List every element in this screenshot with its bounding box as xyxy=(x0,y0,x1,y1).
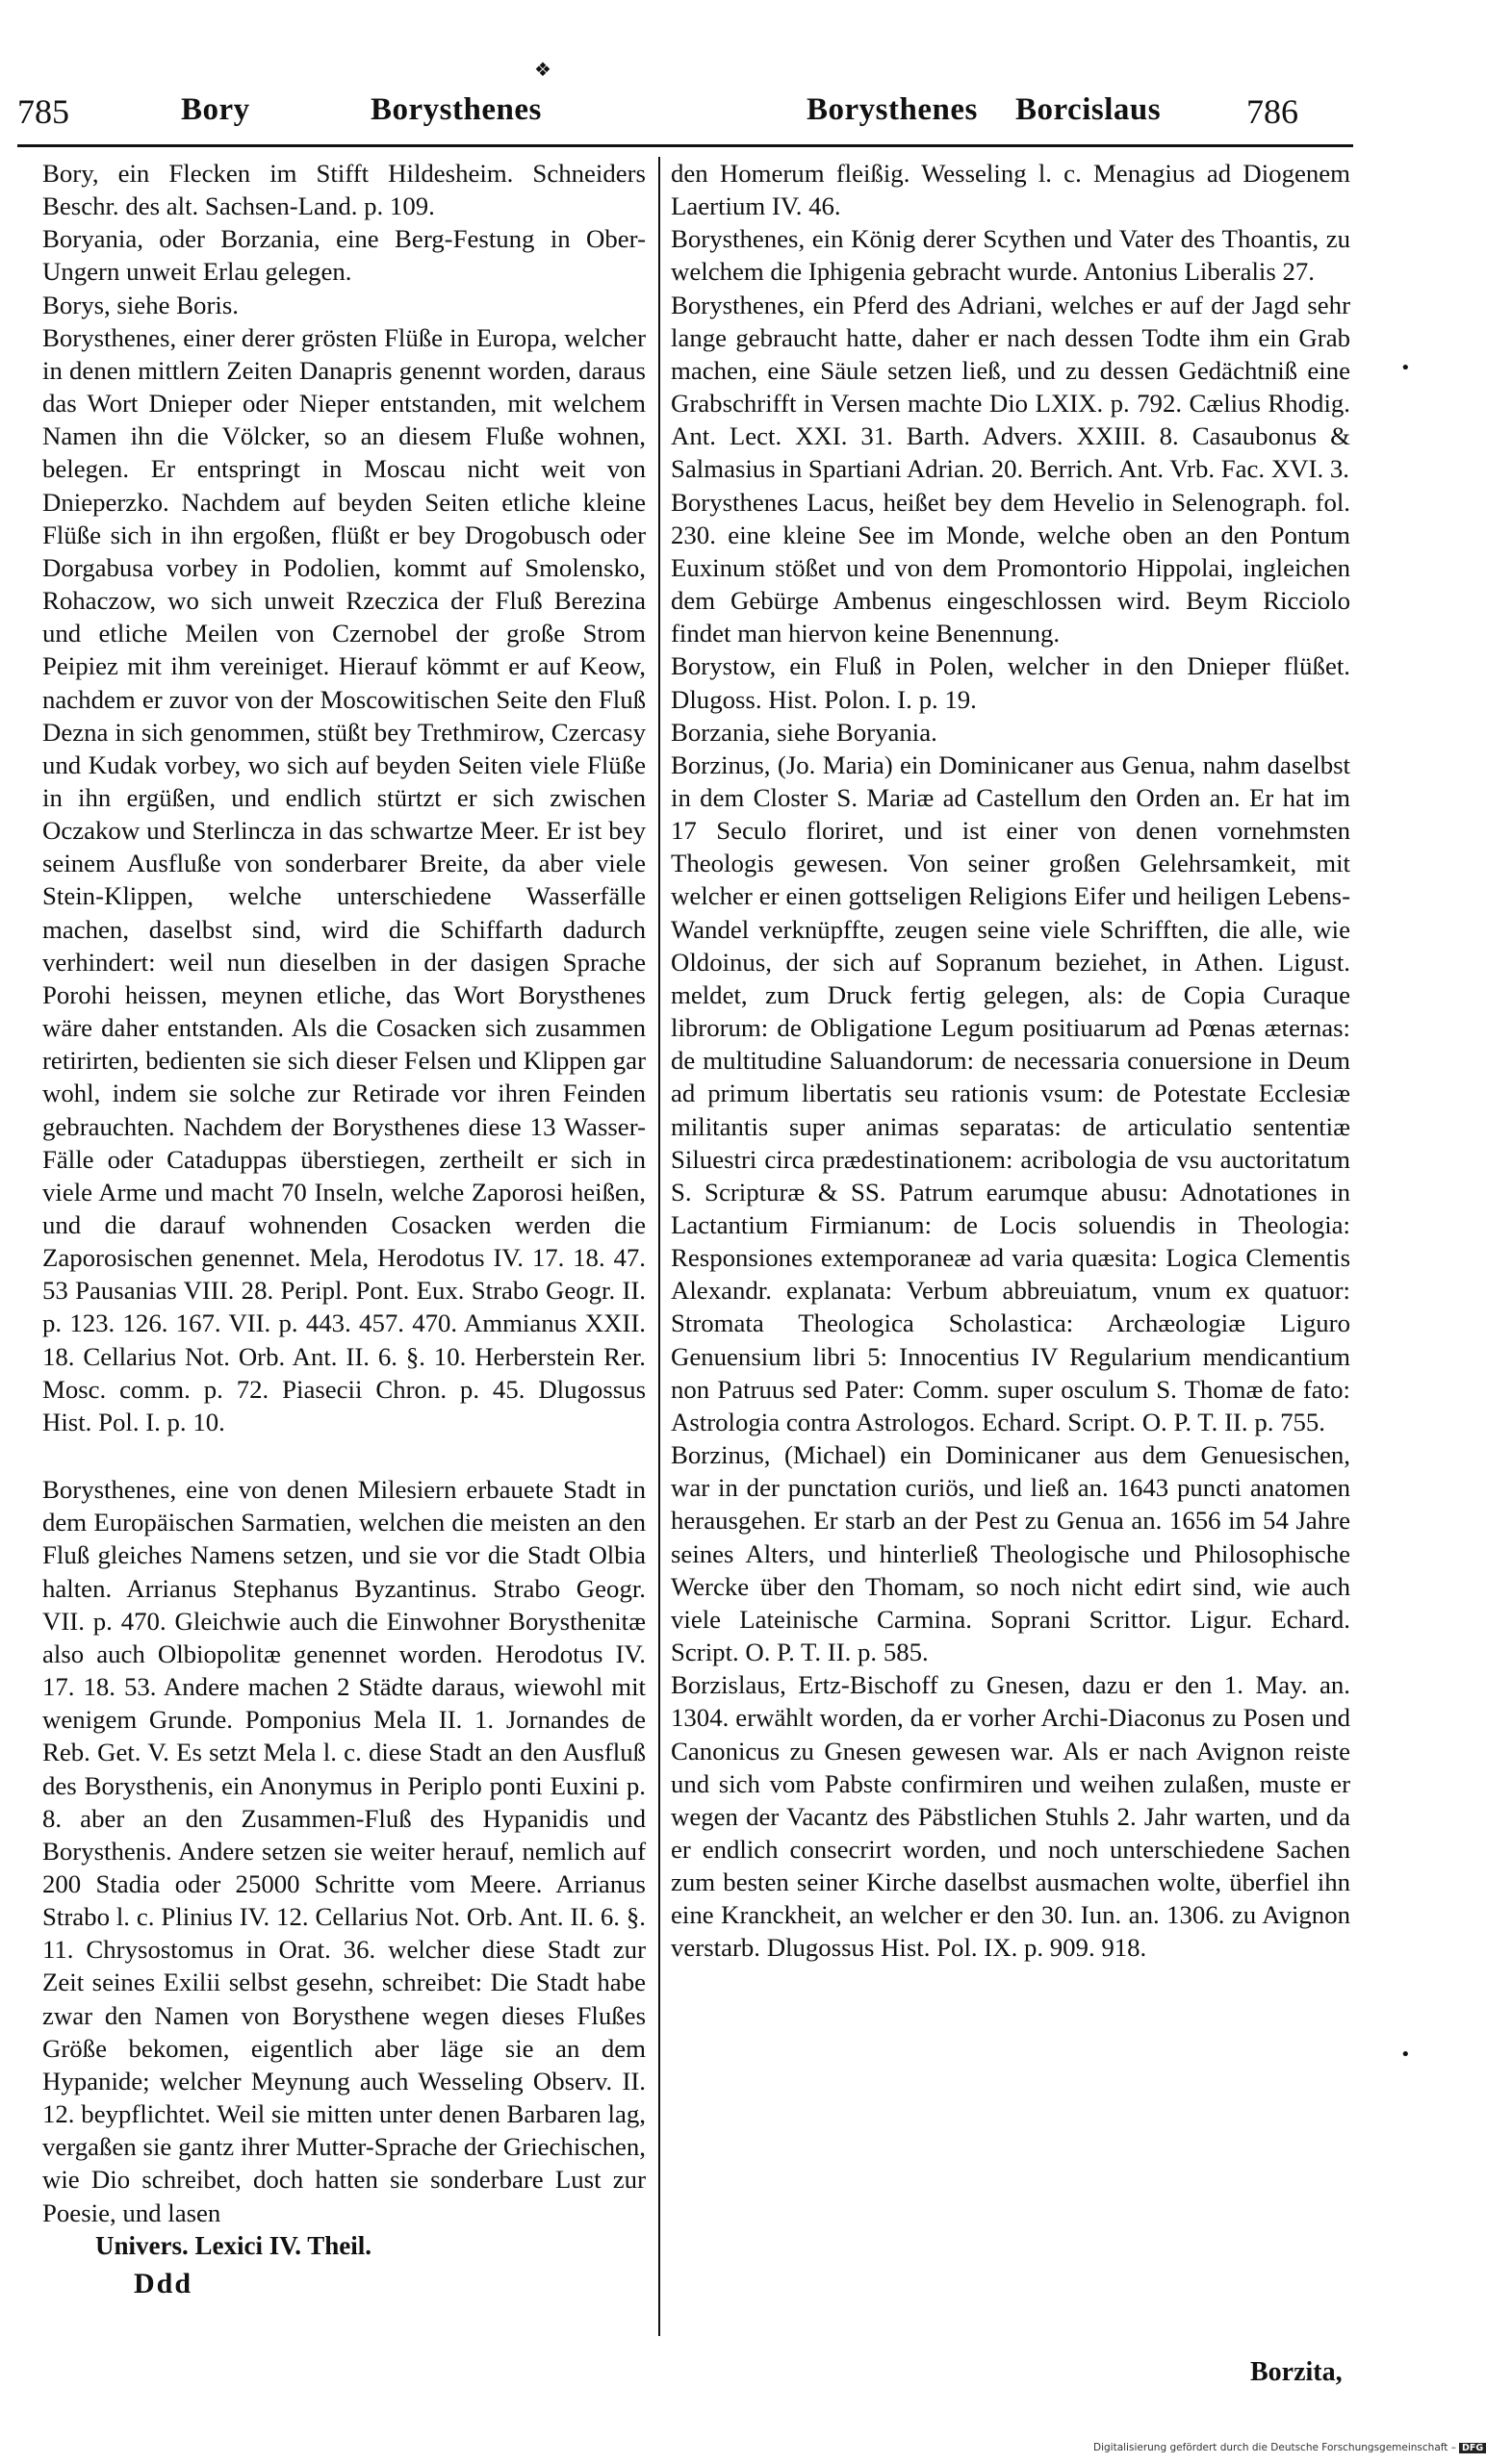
right-column xyxy=(671,157,1350,1965)
footer-text: Digitalisierung gefördert durch die Deutsche Forschungsgemeinschaft – xyxy=(1093,2442,1456,2453)
entry-borysthenes-city: Borysthenes, eine von denen Milesiern erbauete Stadt in dem Europäischen Sarmatien, welchen die meisten an den Fluß gleiches Namens setzen, und sie vor die Stadt Olbia halten. Arrianus Stephanus Byzantinus. Strabo Geogr. VII. p. 470. Gleichwie auch die Einwohner Borysthenitæ also auch Olbiopolitæ genennet worden. Herodotus IV. 17. 18. 53. Andere machen 2 Städte daraus, wiewohl mit wenigem Grunde. Pomponius Mela II. 1. Jornandes de Reb. Get. V. Es setzt Mela l. c. diese Stadt an den Ausfluß des Borysthenis, ein Anonymus in Periplo ponti Euxini p. 8. aber an den Zusammen-Fluß des Hypanidis und Borysthenis. Andere setzen sie weiter herauf, nemlich auf 200 Stadia oder 25000 Schritte vom Meere. Arrianus Strabo l. c. Plinius IV. 12. Cellarius Not. Orb. Ant. II. 6. §. 11. Chrysostomus in Orat. 36. welcher diese Stadt zur Zeit seines Exilii selbst gesehn, schreibet: Die Stadt habe zwar den Namen von Borysthene wegen dieses Flußes Größe bekomen, eigentlich aber läge sie an dem Hypanide; welcher Meynung auch Wesseling Observ. II. 12. beypflichtet. Weil sie mitten unter denen Barbaren lag, vergaßen sie gantz ihrer Mutter-Sprache der Griechischen, wie Dio schreibet, doch hatten sie sonderbare Lust zur Poesie, und lasen xyxy=(42,1475,646,2227)
entry-borzinus-michael: Borzinus, (Michael) ein Dominicaner aus dem Genuesischen, war in der punctation curiös, und ließ an. 1643 puncti anatomen herausgehen. Er starb an der Pest zu Genua an. 1656 im 54 Jahre seines Alters, und hinterließ Theologische und Philosophische Wercke über den Thomam, so noch nicht edirt sind, wie auch viele Lateinische Carmina. Soprani Scrittor. Ligur. Echard. Script. O. P. T. II. p. 585. xyxy=(671,1440,1350,1667)
left-column xyxy=(42,157,646,2300)
running-head-left-2: Borysthenes xyxy=(371,92,542,127)
dfg-logo: DFG xyxy=(1459,2443,1486,2453)
entry-borysthenes-king: Borysthenes, ein König derer Scythen und Vater des Thoantis, zu welchem die Iphigenia gebracht wurde. Antonius Liberalis 27. xyxy=(671,224,1350,287)
entry-borysthenes-horse: Borysthenes, ein Pferd des Adriani, welches er auf der Jagd sehr lange gebraucht hatte, daher er nach dessen Todte ihm ein Grab machen, eine Säule setzen ließ, und zu dessen Gedächtniß eine Grabschrifft in Versen machte Dio LXIX. p. 792. Cælius Rhodig. Ant. Lect. XXI. 31. Barth. Advers. XXIII. 8. Casaubonus & Salmasius in Spartiani Adrian. 20. Berrich. Ant. Vrb. Fac. XVI. 3. xyxy=(671,290,1350,484)
page-number-right: 786 xyxy=(1246,92,1298,131)
digitization-footer xyxy=(1093,2442,1484,2453)
column-divider xyxy=(658,157,660,2336)
entry-bory: Bory, ein Flecken im Stifft Hildesheim. Schneiders Beschr. des alt. Sachsen-Land. p. 109. xyxy=(42,159,646,221)
entry-borzania: Borzania, siehe Boryania. xyxy=(671,717,937,747)
entry-boryania: Boryania, oder Borzania, eine Berg-Festung in Ober-Ungern unweit Erlau gelegen. xyxy=(42,224,646,287)
margin-mark: • xyxy=(1400,2045,1411,2065)
page-number-left: 785 xyxy=(17,92,69,131)
entry-continuation: den Homerum fleißig. Wesseling l. c. Menagius ad Diogenem Laertium IV. 46. xyxy=(671,159,1350,221)
entry-borysthenes-lacus: Borysthenes Lacus, heißet bey dem Hevelio in Selenograph. fol. 230. eine kleine See im Monde, welche oben an den Pontum Euxinum stößet und von dem Promontorio Hippolai, ingleichen dem Gebürge Ambenus eingeschlossen wird. Beym Ricciolo findet man hiervon keine Benennung. xyxy=(671,487,1350,648)
entry-borys: Borys, siehe Boris. xyxy=(42,290,239,319)
volume-signature: Univers. Lexici IV. Theil. xyxy=(95,2230,372,2260)
running-head-right-2: Borcislaus xyxy=(1015,92,1162,127)
margin-mark: • xyxy=(1400,358,1411,378)
header-rule xyxy=(17,144,1353,147)
catchword: Borzita, xyxy=(1250,2357,1343,2387)
entry-borysthenes-river: Borysthenes, einer derer grösten Flüße in Europa, welcher in denen mittlern Zeiten Danapris genennt worden, daraus das Wort Dnieper oder Nieper entstanden, mit welchem Namen ihn die Völcker, so an diesem Fluße wohnen, belegen. Er entspringt in Moscau nicht weit von Dnieperzko. Nachdem auf beyden Seiten etliche kleine Flüße sich in ihn ergoßen, flüßt er bey Drogobusch oder Dorgabusa vorbey in Podolien, kommt auf Smolensko, Rohaczow, wo sich unweit Rzeczica der Fluß Berezina und etliche Meilen von Czernobel der große Strom Peipiez mit ihm vereiniget. Hierauf kömmt er auf Keow, nachdem er zuvor von der Moscowitischen Seite den Fluß Dezna in sich genommen, stüßt bey Trethmirow, Czercasy und Kudak vorbey, wo sich auf beyden Seiten viele Flüße in ihn ergüßen, und endlich stürtzt er sich zwischen Oczakow und Sterlincza in das schwartze Meer. Er ist bey seinem Ausfluße von sonderbarer Breite, da aber viele Stein-Klippen, welche unterschiedene Wasserfälle machen, daselbst sind, wird die Schiffarth dadurch verhindert: weil nun dieselben in der dasigen Sprache Porohi heissen, meynen etliche, das Wort Borysthenes wäre daher entstanden. Als die Cosacken sich zusammen retirirten, bedienten sie sich dieser Felsen und Klippen gar wohl, indem sie solche zur Retirade vor ihren Feinden gebrauchten. Nachdem der Borysthenes diese 13 Wasser-Fälle oder Cataduppas überstiegen, zertheilt er sich in viele Arme und macht 70 Inseln, welche Zaporosi heißen, und die darauf wohnenden Cosacken werden die Zaporosischen genennet. Mela, Herodotus IV. 17. 18. 47. 53 Pausanias VIII. 28. Peripl. Pont. Eux. Strabo Geogr. II. p. 123. 126. 167. VII. p. 443. 457. 470. Ammianus XXII. 18. Cellarius Not. Orb. Ant. II. 6. §. 10. Herberstein Rer. Mosc. comm. p. 72. Piasecii Chron. p. 45. Dlugossus Hist. Pol. I. p. 10. xyxy=(42,322,646,1436)
entry-borzinus-maria: Borzinus, (Jo. Maria) ein Dominicaner aus Genua, nahm daselbst in dem Closter S. Mariæ ad Castellum den Orden an. Er hat im 17 Seculo floriret, und ist einer von denen vornehmsten Theologis gewesen. Von seiner großen Gelehrsamkeit, mit welcher er einen gottseligen Religions Eifer und heiligen Lebens-Wandel verknüpffte, zeugen seine viele Schrifften, die alle, wie Oldoinus, der sich auf Sopranum beziehet, in Athen. Ligust. meldet, zum Druck fertig gelegen, als: de Copia Curaque librorum: de Obligatione Legum positiuarum ad Pœnas æternas: de multitudine Saluandorum: de necessaria conuersione in Deum ad primum libertatis seu rationis vsum: de Potestate Ecclesiæ militantis super animas separatas: de articulatio sententiæ Siluestri circa prædestinationem: acribologia de vsu auctoritatum S. Scripturæ & SS. Patrum earumque abusu: Adnotationes in Lactantium Firmianum: de Locis soluendis in Theologia: Responsiones extemporaneæ ad varia quæsita: Logica Clementis Alexandr. explanata: Verbum abbreuiatum, vnum ex quatuor: Stromata Theologica Scholastica: Archæologiæ Liguro Genuensium libri 5: Innocentius IV Regularium mendicantium non Patruus sed Pater: Comm. super osculum S. Thomæ de fato: Astrologia contra Astrologos. Echard. Script. O. P. T. II. p. 755. xyxy=(671,749,1350,1436)
ornament-mark: ❖ xyxy=(534,58,551,81)
entry-borystow: Borystow, ein Fluß in Polen, welcher in den Dnieper flüßet. Dlugoss. Hist. Polon. I. p. 19. xyxy=(671,651,1350,714)
running-head-right-1: Borysthenes xyxy=(807,92,978,127)
gathering-mark: Ddd xyxy=(134,2267,193,2299)
entry-borzislaus: Borzislaus, Ertz-Bischoff zu Gnesen, dazu er den 1. May. an. 1304. erwählt worden, da er vorher Archi-Diaconus zu Posen und Canonicus zu Gnesen gewesen war. Als er nach Avignon reiste und sich vom Pabste confirmiren und weihen zulaßen, muste er wegen der Vacantz des Päbstlichen Stuhls 2. Jahr warten, und da er endlich consecrirt worden, und noch unterschiedene Sachen zum besten seiner Kirche daselbst ausmachen wolte, überfiel ihn eine Kranckheit, an welcher er den 30. Iun. an. 1306. zu Avignon verstarb. Dlugossus Hist. Pol. IX. p. 909. 918. xyxy=(671,1670,1350,1963)
entry-gap xyxy=(42,1438,646,1473)
running-head-left-1: Bory xyxy=(181,92,250,127)
